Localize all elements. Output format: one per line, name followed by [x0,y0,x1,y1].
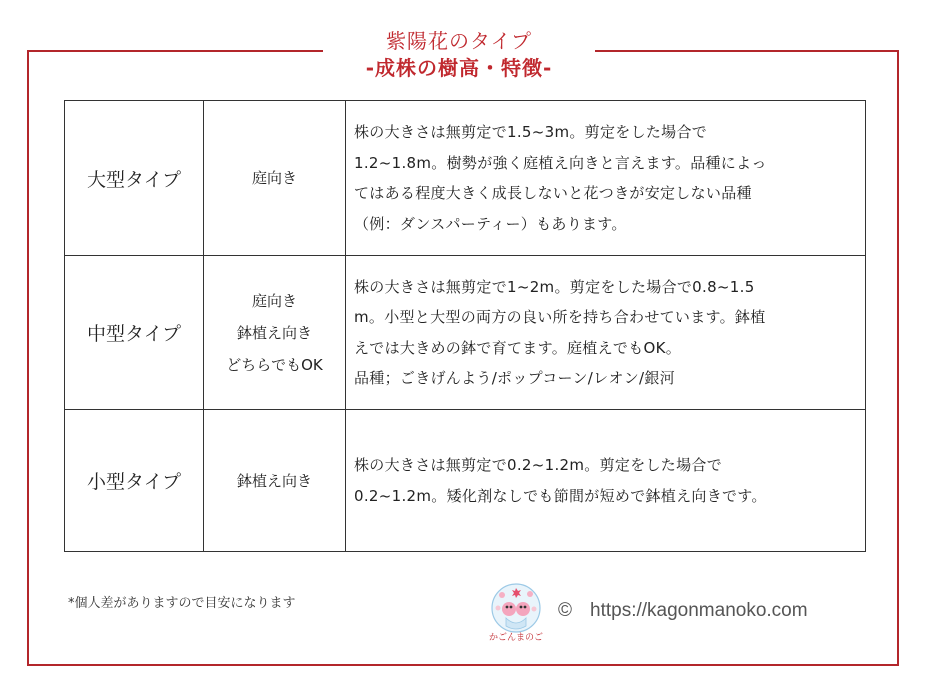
type-cell: 小型タイプ [65,410,204,552]
use-line: 庭向き [251,169,297,187]
description-line: 株の大きさは無剪定で1.5~3m。剪定をした場合で [354,123,708,141]
footnote: *個人差がありますので目安になります [68,596,296,611]
use-cell [204,101,346,256]
description-line: m。小型と大型の両方の良い所を持ち合わせています。鉢植 [354,308,766,326]
page-subtitle: -成株の樹高・特徴- [365,56,553,80]
site-url-link[interactable]: https://kagonmanoko.com [590,600,808,621]
description-line: てはある程度大きく成長しないと花つきが安定しない品種 [354,184,752,202]
use-cell [204,256,346,410]
type-cell: 中型タイプ [65,256,204,410]
description-line: 1.2~1.8m。樹勢が強く庭植え向きと言えます。品種によっ [354,153,767,172]
copyright-line [558,600,808,622]
table-row [65,256,866,410]
description-cell [346,256,866,410]
description-line: えでは大きめの鉢で育てます。庭植えでもOK。 [354,338,682,357]
use-line: どちらでもOK [226,355,323,374]
page-title: 紫陽花のタイプ [386,29,532,53]
title-block [323,24,595,80]
description-line: （例：ダンスパーティー）もあります。 [354,214,627,233]
description-cell [346,410,866,552]
description-cell [346,101,866,256]
table-row [65,410,866,552]
use-line: 鉢植え向き [236,471,312,490]
copyright-mark: © [558,600,572,621]
description-line: 0.2~1.2m。矮化剤なしでも節間が短めで鉢植え向きです。 [354,486,767,505]
use-cell [204,410,346,552]
use-line: 鉢植え向き [236,323,312,342]
description-line: 株の大きさは無剪定で1~2m。剪定をした場合で0.8~1.5 [354,277,755,296]
table-row [65,101,866,256]
description-line: 品種；ごきげんよう/ポップコーン/レオン/銀河 [354,369,676,387]
type-cell: 大型タイプ [65,101,204,256]
hydrangea-type-table [64,100,866,552]
logo-caption: かごんまのご [488,633,543,643]
use-line: 庭向き [251,291,297,310]
description-line: 株の大きさは無剪定で0.2~1.2m。剪定をした場合で [354,456,722,474]
